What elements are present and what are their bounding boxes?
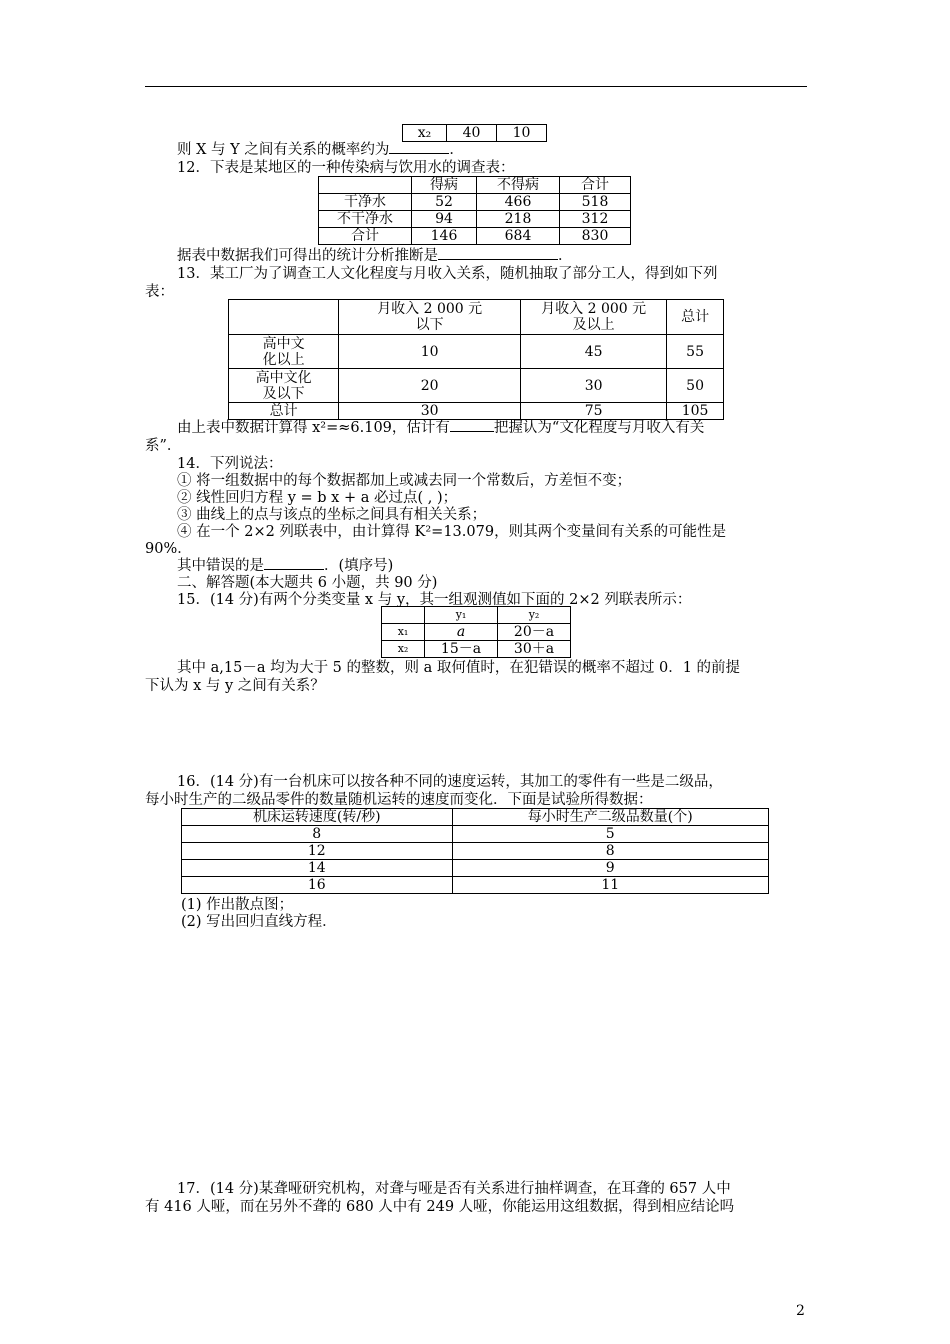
table-cell: 218 (477, 211, 560, 228)
q13-table (228, 299, 724, 420)
table-cell: 30 (339, 403, 521, 420)
top-table-fragment (402, 124, 547, 142)
table-cell: 830 (560, 228, 631, 245)
table-header: 得病 (412, 177, 477, 194)
table-header (382, 607, 425, 624)
table-header: 每小时生产二级品数量(个) (452, 809, 768, 826)
table-row (403, 125, 547, 142)
table-cell: 94 (412, 211, 477, 228)
table-header: y₁ (425, 607, 498, 624)
table-row (382, 641, 571, 658)
table-cell: 14 (182, 860, 453, 877)
table-row (182, 843, 769, 860)
table-cell: x₂ (382, 641, 425, 658)
table-row (319, 211, 631, 228)
table-cell: 总计 (229, 403, 339, 420)
table-header (229, 300, 339, 335)
table-cell: 20－a (498, 624, 571, 641)
table-header: 机床运转速度(转/秒) (182, 809, 453, 826)
table-row (182, 809, 769, 826)
table-cell: 684 (477, 228, 560, 245)
table-cell: 75 (521, 403, 667, 420)
table-cell: 10 (497, 125, 547, 142)
table-cell: 15－a (425, 641, 498, 658)
section-heading: 二、解答题(本大题共 6 小题，共 90 分) (177, 575, 438, 591)
table-cell: 45 (521, 335, 667, 369)
table-cell: 466 (477, 194, 560, 211)
q14-item: 90%． (145, 541, 192, 557)
q15-text: 15．(14 分)有两个分类变量 x 与 y，其一组观测值如下面的 2×2 列联表所示： (177, 592, 692, 608)
table-cell: x₁ (382, 624, 425, 641)
table-row (382, 624, 571, 641)
table-cell: 30 (521, 369, 667, 403)
table-cell: 8 (182, 826, 453, 843)
table-row (319, 194, 631, 211)
q13-text2: 表： (145, 284, 174, 300)
table-row (229, 300, 724, 335)
q12-table (318, 176, 631, 245)
q13-after2: 系”． (145, 438, 182, 454)
q13-after1: 由上表中数据计算得 x²=≈6.109，估计有 把握认为“文化程度与月收入有关 (177, 420, 705, 436)
table-header: y₂ (498, 607, 571, 624)
q15-table (381, 606, 571, 658)
table-cell: 50 (667, 369, 724, 403)
q14-item: ④ 在一个 2×2 列联表中，由计算得 K²=13.079，则其两个变量间有关系的可能性是 (177, 524, 727, 540)
table-header (319, 177, 412, 194)
table-row (229, 335, 724, 369)
table-cell: 8 (452, 843, 768, 860)
table-cell: 40 (447, 125, 497, 142)
q17-text1: 17．(14 分)某聋哑研究机构，对聋与哑是否有关系进行抽样调查，在耳聋的 657 人中 (177, 1181, 731, 1197)
table-cell: 干净水 (319, 194, 412, 211)
table-cell: 30＋a (498, 641, 571, 658)
table-cell: 312 (560, 211, 631, 228)
q16-sub1: (1) 作出散点图； (181, 897, 294, 913)
table-header: 月收入 2 000 元 以下 (339, 300, 521, 335)
q14-item: ① 将一组数据中的每个数据都加上或减去同一个常数后，方差恒不变； (177, 473, 632, 489)
table-cell: 高中文化 及以下 (229, 369, 339, 403)
q16-text2: 每小时生产的二级品零件的数量随机运转的速度而变化．下面是试验所得数据： (145, 792, 653, 808)
table-row (182, 826, 769, 843)
table-row (229, 369, 724, 403)
q16-text1: 16．(14 分)有一台机床可以按各种不同的速度运转，其加工的零件有一些是二级品， (177, 774, 723, 790)
table-cell: 10 (339, 335, 521, 369)
table-cell: a (425, 624, 498, 641)
table-cell: 20 (339, 369, 521, 403)
q14-item: ③ 曲线上的点与该点的坐标之间具有相关关系； (177, 507, 487, 523)
table-row (182, 877, 769, 894)
table-cell: 9 (452, 860, 768, 877)
table-cell: 高中文 化以上 (229, 335, 339, 369)
table-cell: 合计 (319, 228, 412, 245)
table-header: 合计 (560, 177, 631, 194)
table-row (182, 860, 769, 877)
q12-text: 12．下表是某地区的一种传染病与饮用水的调查表： (177, 160, 515, 176)
table-header: 月收入 2 000 元 及以上 (521, 300, 667, 335)
table-row (319, 177, 631, 194)
q15-after2: 下认为 x 与 y 之间有关系？ (145, 678, 325, 694)
table-cell: x₂ (403, 125, 447, 142)
table-cell: 12 (182, 843, 453, 860)
q11-tail: 则 X 与 Y 之间有关系的概率约为 ． (177, 142, 464, 158)
page-number: 2 (796, 1303, 805, 1319)
table-cell: 55 (667, 335, 724, 369)
table-cell: 105 (667, 403, 724, 420)
table-cell: 518 (560, 194, 631, 211)
table-cell: 52 (412, 194, 477, 211)
q12-after: 据表中数据我们可得出的统计分析推断是 ． (177, 248, 573, 264)
q13-text1: 13．某工厂为了调查工人文化程度与月收入关系，随机抽取了部分工人，得到如下列 (177, 266, 718, 282)
q14-title: 14．下列说法： (177, 456, 283, 472)
q17-text2: 有 416 人哑，而在另外不聋的 680 人中有 249 人哑，你能运用这组数据，得到相应结论吗 (145, 1199, 735, 1215)
q14-item: ② 线性回归方程 y = b x + a 必过点( , )； (177, 490, 458, 506)
q14-answer: 其中错误的是 ．(填序号) (177, 558, 394, 574)
q16-table (181, 808, 769, 894)
q15-after1: 其中 a,15－a 均为大于 5 的整数，则 a 取何值时，在犯错误的概率不超过 0．1 的前提 (177, 660, 741, 676)
table-cell: 不干净水 (319, 211, 412, 228)
table-row (319, 228, 631, 245)
table-row (229, 403, 724, 420)
header-rule (145, 86, 807, 87)
table-cell: 146 (412, 228, 477, 245)
table-header: 总计 (667, 300, 724, 335)
table-cell: 16 (182, 877, 453, 894)
table-cell: 5 (452, 826, 768, 843)
table-header: 不得病 (477, 177, 560, 194)
q16-sub2: (2) 写出回归直线方程． (181, 914, 337, 930)
table-cell: 11 (452, 877, 768, 894)
table-row (382, 607, 571, 624)
